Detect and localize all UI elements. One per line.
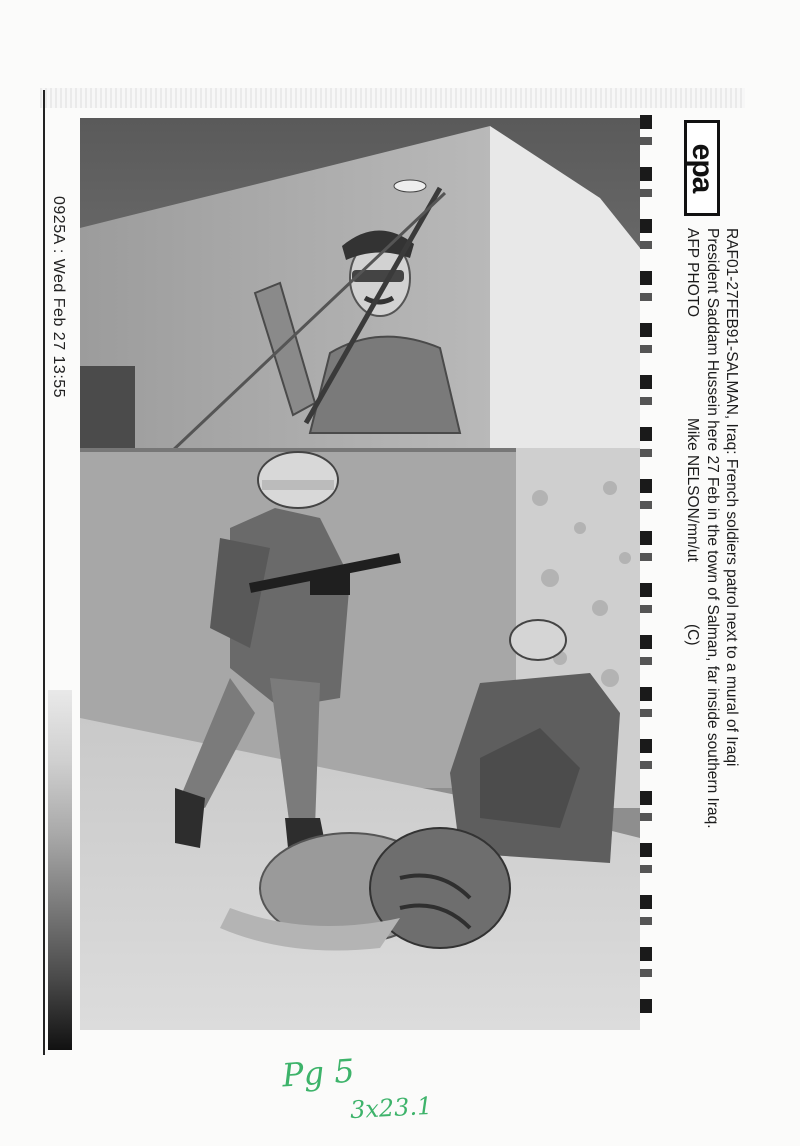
- news-photograph: [80, 118, 640, 1030]
- caption-credit-agency: AFP PHOTO: [684, 228, 701, 318]
- registration-marks: [640, 115, 652, 1020]
- top-scan-strip: [40, 88, 745, 108]
- caption-credit-photographer: Mike NELSON/mn/ut: [684, 418, 701, 562]
- caption-copyright: (C): [684, 624, 701, 646]
- logo-text: epa: [686, 143, 719, 193]
- date-stamp: [38, 196, 78, 456]
- photo-illustration: [80, 118, 640, 1030]
- caption-line-1: RAF01-27FEB91-SALMAN, Iraq: French soldiers patrol next to a mural of Iraqi: [723, 228, 740, 767]
- date-stamp-text: 0925A : Wed Feb 27 13:55: [50, 196, 67, 399]
- grey-scale-bar: [48, 690, 72, 1050]
- caption-line-2: President Saddam Hussein here 27 Feb in the town of Salman, far inside southern Iraq.: [704, 228, 721, 829]
- handwritten-page-note: Pg 5: [280, 1051, 356, 1095]
- handwritten-size-note: 3x23.1: [349, 1091, 433, 1125]
- epa-logo: [684, 120, 720, 216]
